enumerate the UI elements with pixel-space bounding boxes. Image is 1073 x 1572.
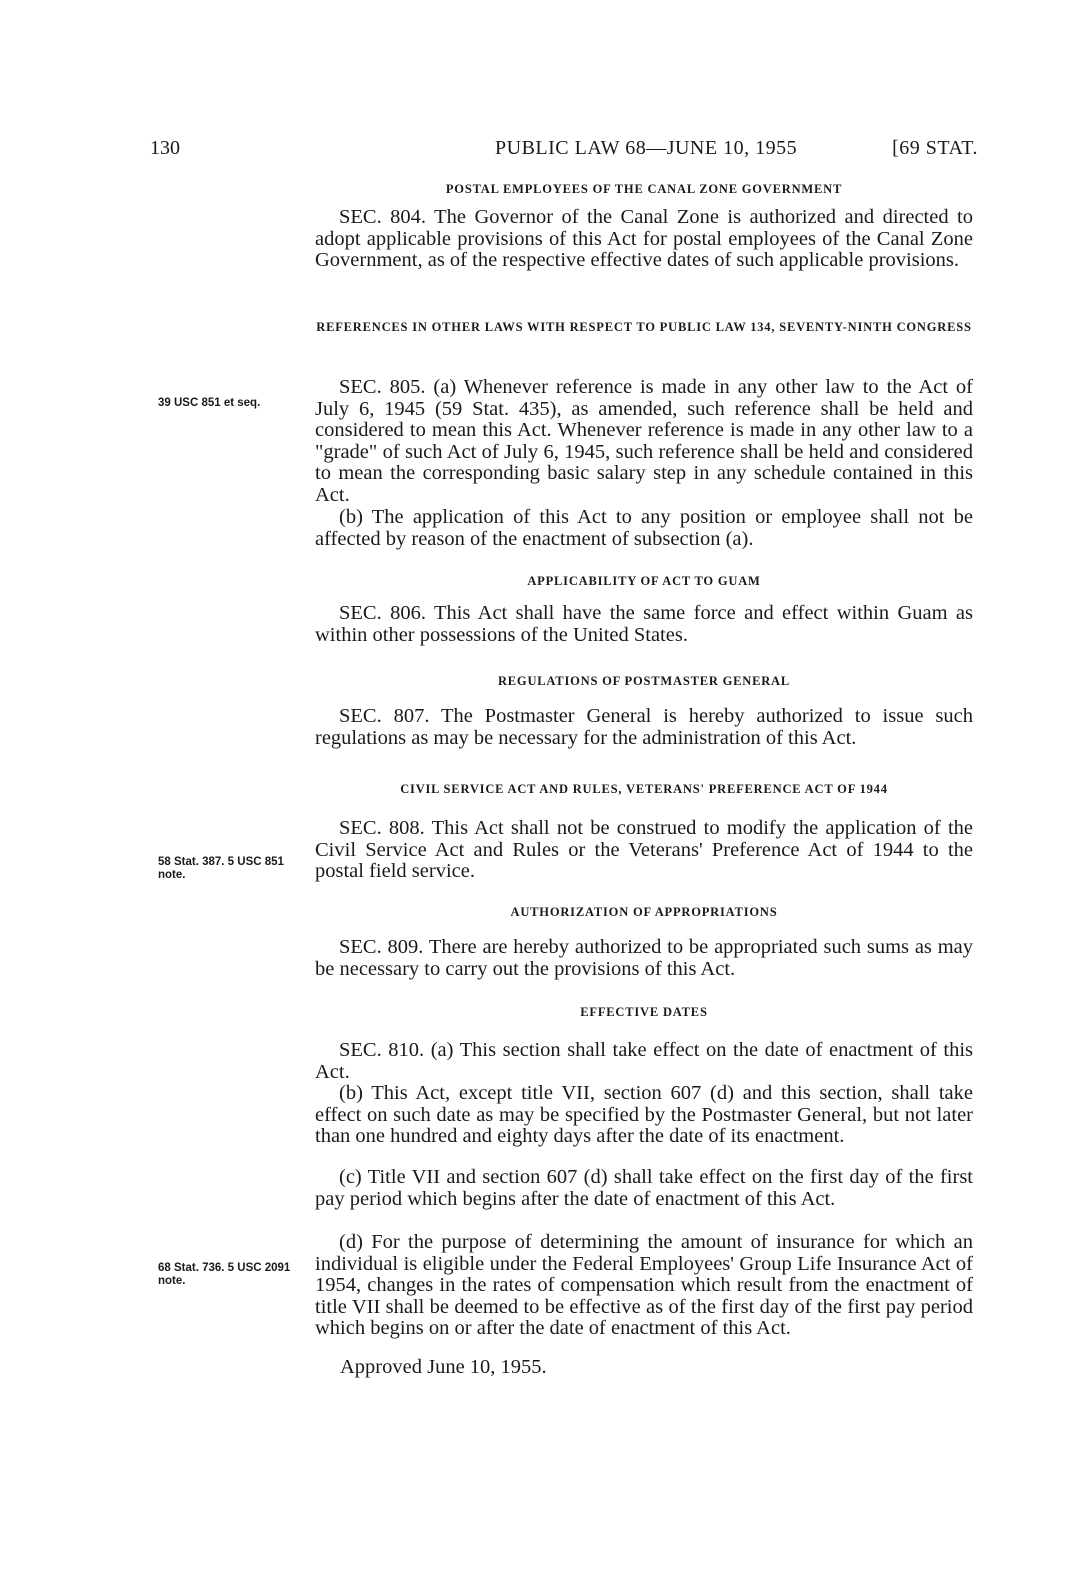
section-paragraph: SEC. 806. This Act shall have the same force and effect within Guam as within other possessions of the United States. [315,602,973,646]
section-paragraph: SEC. 808. This Act shall not be construed to modify the application of the Civil Service Act and Rules or the Veterans' Preference Act of 1944 to the postal field service. [315,817,973,882]
section-heading: APPLICABILITY OF ACT TO GUAM [527,574,761,588]
volume-reference: [69 STAT. [892,137,978,159]
approval-date: Approved June 10, 1955. [340,1356,547,1378]
section-paragraph: SEC. 805. (a) Whenever reference is made in any other law to the Act of July 6, 1945 (59 Stat. 435), as amended, such reference shall be held and considered to mean this Act. Whenever reference is made in any other law to a "grade" of such Act of July 6, 1945, such reference shall be held and considered to mean the corresponding basic salary step in any schedule contained in this Act. [315,376,973,506]
section-heading: POSTAL EMPLOYEES OF THE CANAL ZONE GOVERNMENT [445,182,843,196]
section-paragraph: (c) Title VII and section 607 (d) shall take effect on the first day of the first pay period which begins after the date of enactment of this Act. [315,1166,973,1210]
section-heading: EFFECTIVE DATES [580,1005,708,1019]
page-number: 130 [150,137,180,159]
section-paragraph: (d) For the purpose of determining the amount of insurance for which an individual is eligible under the Federal Employees' Group Life Insurance Act of 1954, changes in the rates of compensation which result from the enactment of title VII shall be deemed to be effective as of the first day of the first pay period which begins on or after the date of enactment of this Act. [315,1231,973,1339]
margin-note: 39 USC 851 et seq. [158,397,261,409]
margin-note: 68 Stat. 736. 5 USC 2091 note. [158,1262,291,1287]
header-title: PUBLIC LAW 68—JUNE 10, 1955 [495,137,798,159]
section-paragraph: SEC. 804. The Governor of the Canal Zone is authorized and directed to adopt applicable provisions of this Act for postal employees of the Canal Zone Government, as of the respective effective dates of such applicable provisions. [315,206,973,271]
section-paragraph: SEC. 809. There are hereby authorized to be appropriated such sums as may be necessary to carry out the provisions of this Act. [315,936,973,980]
section-heading: CIVIL SERVICE ACT AND RULES, VETERANS' PREFERENCE ACT OF 1944 [400,782,888,796]
section-paragraph: SEC. 807. The Postmaster General is hereby authorized to issue such regulations as may be necessary for the administration of this Act. [315,705,973,749]
section-paragraph: (b) The application of this Act to any position or employee shall not be affected by reason of the enactment of subsection (a). [315,506,973,550]
section-paragraph: SEC. 810. (a) This section shall take effect on the date of enactment of this Act. [315,1039,973,1083]
section-heading: AUTHORIZATION OF APPROPRIATIONS [510,905,778,919]
margin-note: 58 Stat. 387. 5 USC 851 note. [158,856,284,881]
running-header [150,137,978,165]
section-heading: REGULATIONS OF POSTMASTER GENERAL [497,674,791,688]
section-heading: REFERENCES IN OTHER LAWS WITH RESPECT TO PUBLIC LAW 134, SEVENTY-NINTH CONGRESS [316,320,972,334]
section-paragraph: (b) This Act, except title VII, section 607 (d) and this section, shall take effect on such date as may be specified by the Postmaster General, but not later than one hundred and eighty days after the date of its enactment. [315,1082,973,1147]
